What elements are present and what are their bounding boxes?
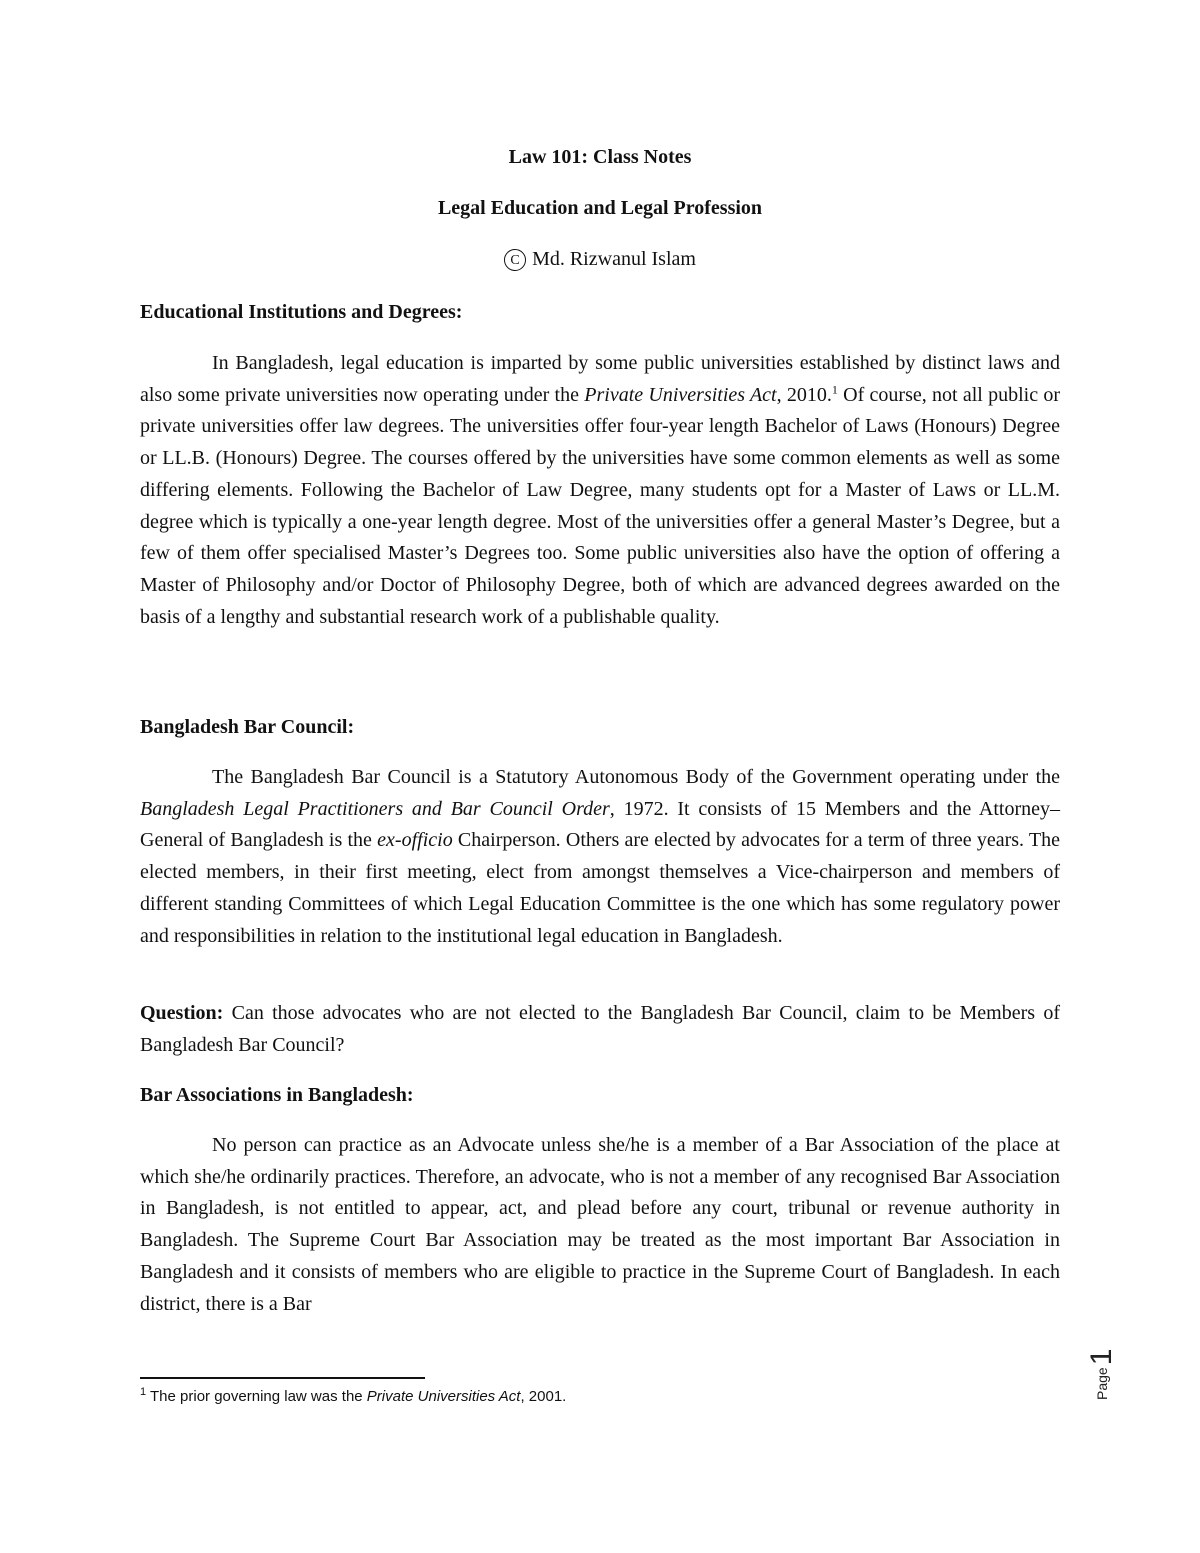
- section-heading-bar-associations: Bar Associations in Bangladesh:: [140, 1084, 414, 1106]
- act-name-italic: Private Universities Act: [584, 383, 777, 406]
- footnote-number: 1: [140, 1386, 147, 1398]
- order-name-italic: Bangladesh Legal Practitioners and Bar Council Order: [140, 797, 610, 820]
- paragraph-bar-council: The Bangladesh Bar Council is a Statutory Autonomous Body of the Government operating under the Bangladesh Legal Practitioners and Bar Council Order, 1972. It consists of 15 Members and the Attorney–General of Bangladesh is the ex-officio Chairperson. Others are elected by advocates for a term of three years. The elected members, in their first meeting, elect from amongst themselves a Vice-chairperson and members of different standing Committees of which Legal Education Committee is the one which has some regulatory power and responsibilities in relation to the institutional legal education in Bangladesh.: [140, 766, 1060, 947]
- section-heading-education: Educational Institutions and Degrees:: [140, 301, 463, 323]
- footnote-1: $^1$ The prior governing law was the Private Universities Act, 2001.: [140, 1386, 567, 1405]
- course-title: Law 101: Class Notes: [508, 146, 692, 168]
- author-name: Md. Rizwanul Islam: [532, 248, 696, 270]
- page-label: Page: [1094, 1367, 1110, 1400]
- copyright-icon: C: [504, 249, 526, 271]
- topic-title: Legal Education and Legal Profession: [437, 197, 763, 219]
- author-line: [0, 248, 1200, 271]
- paragraph-education: In Bangladesh, legal education is imparted by some public universities established by distinct laws and also some private universities now operating under the Private Universities Act, 2010.$^1$ Of course, not all public or private universities offer law degrees. The universities offer four-year length Bachelor of Laws (Honours) Degree or LL.B. (Honours) Degree. The courses offered by the universities have some common elements as well as some differing elements. Following the Bachelor of Law Degree, many students opt for a Master of Laws or LL.M. degree which is typically a one-year length degree. Most of the universities offer a general Master’s Degree, but a few of them offer specialised Master’s Degrees too. Some public universities also have the option of offering a Master of Philosophy and/or Doctor of Philosophy Degree, both of which are advanced degrees awarded on the basis of a lengthy and substantial research work of a publishable quality.: [140, 352, 1061, 628]
- ex-officio-italic: ex-officio: [377, 829, 453, 852]
- paragraph-bar-associations: No person can practice as an Advocate unless she/he is a member of a Bar Association of the place at which she/he ordinarily practices. Therefore, an advocate, who is not a member of any recognised Bar Association in Bangladesh, is not entitled to appear, act, and plead before any court, tribunal or revenue authority in Bangladesh. The Supreme Court Bar Association may be treated as the most important Bar Association in Bangladesh and it consists of members who are eligible to practice in the Supreme Court of Bangladesh. In each district, there is a Bar: [140, 1134, 1060, 1315]
- page-number-marker: [1085, 1260, 1125, 1400]
- page-number: 1: [1085, 1348, 1118, 1366]
- question-paragraph: Question: Can those advocates who are not elected to the Bangladesh Bar Council, claim to be Members of Bangladesh Bar Council?: [140, 1002, 1060, 1056]
- footnote-separator: [140, 1377, 425, 1379]
- question-label: Question:: [140, 1002, 224, 1024]
- footnote-ref[interactable]: 1: [831, 382, 838, 397]
- section-heading-bar-council: Bangladesh Bar Council:: [140, 716, 355, 738]
